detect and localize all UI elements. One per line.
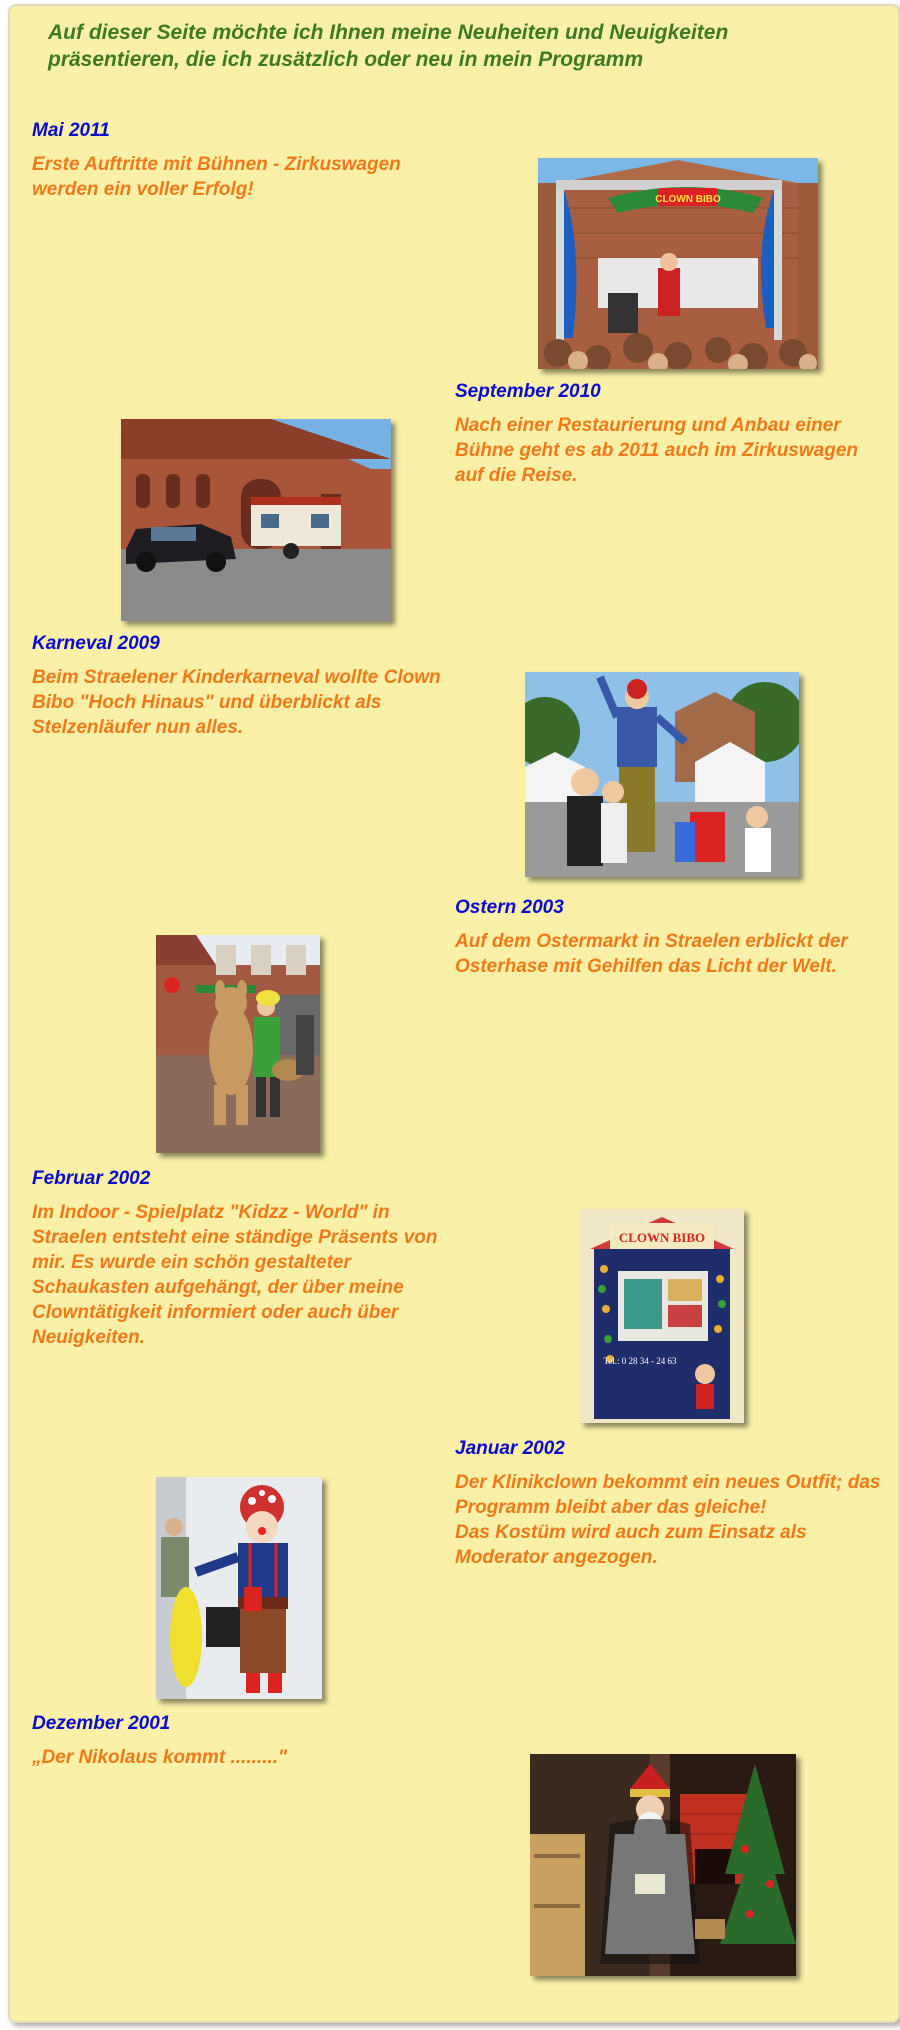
nikolaus-photo [530, 1754, 796, 1976]
entry-text-dezember-2001: „Der Nikolaus kommt ........." [32, 1747, 288, 1768]
showcase-title: CLOWN BIBO [618, 1230, 706, 1245]
entry-date-februar-2002: Februar 2002 [32, 1168, 151, 1189]
banner-text: CLOWN BIBO [655, 194, 721, 205]
entry-date-januar-2002: Januar 2002 [455, 1438, 565, 1459]
clown-stage-photo [538, 158, 818, 369]
entry-text-september-2010: Nach einer Restaurierung und Anbau einer Bühne geht es ab 2011 auch im Zirkuswagen auf die Reise. [455, 415, 858, 486]
entry-text-ostern-2003: Auf dem Ostermarkt in Straelen erblickt der Osterhase mit Gehilfen das Licht der Welt. [455, 931, 848, 977]
entry-date-mai-2011: Mai 2011 [32, 120, 110, 141]
entry-date-september-2010: September 2010 [455, 381, 601, 402]
showcase-photo [580, 1209, 744, 1423]
entry-date-karneval-2009: Karneval 2009 [32, 633, 160, 654]
circus-wagon-photo [121, 419, 391, 621]
entry-date-ostern-2003: Ostern 2003 [455, 897, 564, 918]
clinic-clown-photo [156, 1477, 322, 1699]
entry-date-dezember-2001: Dezember 2001 [32, 1713, 171, 1734]
entry-text-januar-2002: Der Klinikclown bekommt ein neues Outfit; das Programm bleibt aber das gleiche! Das Kostüm wird auch zum Einsatz als Moderator angezogen. [455, 1472, 881, 1568]
easter-bunny-photo [156, 935, 320, 1153]
entry-text-februar-2002: Im Indoor - Spielplatz "Kidzz - World" in Straelen entsteht eine ständige Präsents von mir. Es wurde ein schön gestalteter Schaukasten aufgehängt, der über meine Clowntätigkeit informiert oder auch über Neuigkeiten. [32, 1202, 438, 1348]
showcase-phone: Tel.: 0 28 34 - 24 63 [603, 1356, 677, 1366]
intro-text: Auf dieser Seite möchte ich Ihnen meine Neuheiten und Neuigkeiten präsentieren, die ich zusätzlich oder neu in mein Programm [48, 21, 729, 71]
entry-text-karneval-2009: Beim Straelener Kinderkarneval wollte Clown Bibo "Hoch Hinaus" und überblickt als Stelzenläufer nun alles. [32, 667, 441, 738]
entry-text-mai-2011: Erste Auftritte mit Bühnen - Zirkuswagen werden ein voller Erfolg! [32, 154, 401, 200]
stilt-walker-photo [525, 672, 799, 877]
